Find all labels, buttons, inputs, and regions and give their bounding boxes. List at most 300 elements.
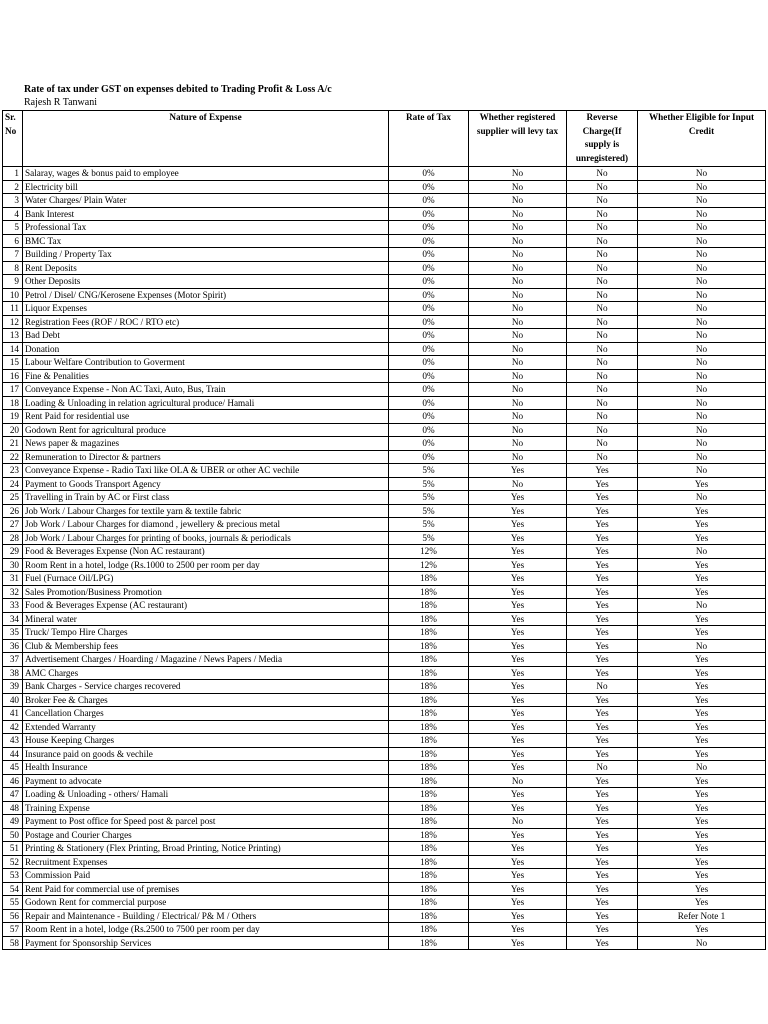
table-row: [3, 167, 766, 181]
cell-registered-supplier: No: [469, 194, 567, 208]
table-row: [3, 180, 766, 194]
cell-input-credit: Yes: [638, 585, 766, 599]
cell-nature-of-expense: Job Work / Labour Charges for printing of books, journals & periodicals: [23, 531, 389, 545]
cell-reverse-charge: Yes: [567, 477, 638, 491]
table-row: [3, 639, 766, 653]
cell-registered-supplier: Yes: [469, 666, 567, 680]
cell-registered-supplier: No: [469, 302, 567, 316]
cell-registered-supplier: No: [469, 248, 567, 262]
cell-registered-supplier: No: [469, 477, 567, 491]
cell-rate-of-tax: 0%: [389, 410, 469, 424]
cell-rate-of-tax: 5%: [389, 531, 469, 545]
cell-input-credit: Yes: [638, 923, 766, 937]
cell-nature-of-expense: Sales Promotion/Business Promotion: [23, 585, 389, 599]
cell-nature-of-expense: Bank Charges - Service charges recovered: [23, 680, 389, 694]
cell-sr-no: 5: [3, 221, 23, 235]
cell-input-credit: No: [638, 275, 766, 289]
table-row: [3, 234, 766, 248]
cell-rate-of-tax: 18%: [389, 869, 469, 883]
table-row: [3, 396, 766, 410]
cell-input-credit: Yes: [638, 747, 766, 761]
cell-rate-of-tax: 0%: [389, 369, 469, 383]
cell-nature-of-expense: Conveyance Expense - Radio Taxi like OLA & UBER or other AC vechile: [23, 464, 389, 478]
table-row: [3, 288, 766, 302]
cell-input-credit: Yes: [638, 720, 766, 734]
cell-nature-of-expense: Extended Warranty: [23, 720, 389, 734]
cell-reverse-charge: Yes: [567, 572, 638, 586]
cell-sr-no: 32: [3, 585, 23, 599]
cell-sr-no: 30: [3, 558, 23, 572]
cell-registered-supplier: No: [469, 180, 567, 194]
cell-nature-of-expense: Postage and Courier Charges: [23, 828, 389, 842]
cell-registered-supplier: Yes: [469, 464, 567, 478]
cell-reverse-charge: No: [567, 369, 638, 383]
cell-reverse-charge: No: [567, 275, 638, 289]
cell-sr-no: 42: [3, 720, 23, 734]
cell-rate-of-tax: 18%: [389, 788, 469, 802]
cell-rate-of-tax: 18%: [389, 707, 469, 721]
cell-registered-supplier: No: [469, 167, 567, 181]
table-row: [3, 842, 766, 856]
cell-input-credit: No: [638, 194, 766, 208]
cell-input-credit: Refer Note 1: [638, 909, 766, 923]
cell-rate-of-tax: 18%: [389, 666, 469, 680]
cell-rate-of-tax: 5%: [389, 518, 469, 532]
table-row: [3, 612, 766, 626]
cell-rate-of-tax: 0%: [389, 302, 469, 316]
cell-reverse-charge: No: [567, 423, 638, 437]
cell-reverse-charge: Yes: [567, 518, 638, 532]
table-row: [3, 707, 766, 721]
table-row: [3, 788, 766, 802]
cell-sr-no: 13: [3, 329, 23, 343]
cell-rate-of-tax: 0%: [389, 315, 469, 329]
cell-nature-of-expense: BMC Tax: [23, 234, 389, 248]
cell-sr-no: 21: [3, 437, 23, 451]
cell-input-credit: Yes: [638, 774, 766, 788]
cell-rate-of-tax: 18%: [389, 882, 469, 896]
cell-nature-of-expense: Rent Paid for residential use: [23, 410, 389, 424]
cell-rate-of-tax: 18%: [389, 896, 469, 910]
table-row: [3, 383, 766, 397]
cell-nature-of-expense: Payment to Goods Transport Agency: [23, 477, 389, 491]
cell-input-credit: No: [638, 369, 766, 383]
cell-reverse-charge: Yes: [567, 720, 638, 734]
cell-nature-of-expense: Electricity bill: [23, 180, 389, 194]
cell-sr-no: 37: [3, 653, 23, 667]
table-row: [3, 774, 766, 788]
table-row: [3, 666, 766, 680]
cell-rate-of-tax: 0%: [389, 423, 469, 437]
cell-input-credit: No: [638, 329, 766, 343]
table-row: [3, 693, 766, 707]
cell-input-credit: No: [638, 491, 766, 505]
cell-input-credit: Yes: [638, 680, 766, 694]
table-row: [3, 923, 766, 937]
cell-input-credit: Yes: [638, 882, 766, 896]
cell-sr-no: 57: [3, 923, 23, 937]
cell-nature-of-expense: Food & Beverages Expense (AC restaurant): [23, 599, 389, 613]
cell-sr-no: 2: [3, 180, 23, 194]
cell-rate-of-tax: 18%: [389, 720, 469, 734]
cell-sr-no: 48: [3, 801, 23, 815]
cell-nature-of-expense: Bank Interest: [23, 207, 389, 221]
cell-registered-supplier: No: [469, 410, 567, 424]
cell-rate-of-tax: 18%: [389, 680, 469, 694]
cell-registered-supplier: Yes: [469, 734, 567, 748]
cell-sr-no: 45: [3, 761, 23, 775]
cell-nature-of-expense: Mineral water: [23, 612, 389, 626]
table-row: [3, 248, 766, 262]
cell-sr-no: 40: [3, 693, 23, 707]
cell-rate-of-tax: 18%: [389, 801, 469, 815]
cell-nature-of-expense: Loading & Unloading in relation agricultural produce/ Hamali: [23, 396, 389, 410]
cell-nature-of-expense: Payment to Post office for Speed post & parcel post: [23, 815, 389, 829]
table-row: [3, 828, 766, 842]
cell-rate-of-tax: 5%: [389, 504, 469, 518]
cell-rate-of-tax: 5%: [389, 477, 469, 491]
cell-input-credit: No: [638, 464, 766, 478]
cell-registered-supplier: No: [469, 329, 567, 343]
cell-registered-supplier: Yes: [469, 788, 567, 802]
cell-input-credit: Yes: [638, 626, 766, 640]
gst-expense-table: [2, 110, 766, 950]
cell-reverse-charge: Yes: [567, 707, 638, 721]
cell-input-credit: No: [638, 639, 766, 653]
cell-rate-of-tax: 0%: [389, 396, 469, 410]
cell-rate-of-tax: 18%: [389, 612, 469, 626]
cell-sr-no: 6: [3, 234, 23, 248]
table-row: [3, 207, 766, 221]
header-registered-supplier: Whether registered supplier will levy tax: [469, 111, 567, 167]
cell-sr-no: 33: [3, 599, 23, 613]
table-row: [3, 747, 766, 761]
table-row: [3, 410, 766, 424]
cell-sr-no: 1: [3, 167, 23, 181]
cell-input-credit: Yes: [638, 666, 766, 680]
table-row: [3, 275, 766, 289]
cell-input-credit: No: [638, 356, 766, 370]
table-row: [3, 909, 766, 923]
cell-rate-of-tax: 0%: [389, 221, 469, 235]
cell-rate-of-tax: 18%: [389, 923, 469, 937]
cell-rate-of-tax: 0%: [389, 383, 469, 397]
cell-registered-supplier: No: [469, 288, 567, 302]
cell-nature-of-expense: Travelling in Train by AC or First class: [23, 491, 389, 505]
cell-nature-of-expense: Training Expense: [23, 801, 389, 815]
cell-registered-supplier: Yes: [469, 882, 567, 896]
cell-rate-of-tax: 18%: [389, 734, 469, 748]
cell-reverse-charge: Yes: [567, 869, 638, 883]
cell-reverse-charge: No: [567, 180, 638, 194]
cell-registered-supplier: No: [469, 315, 567, 329]
cell-sr-no: 54: [3, 882, 23, 896]
cell-sr-no: 4: [3, 207, 23, 221]
cell-sr-no: 7: [3, 248, 23, 262]
cell-rate-of-tax: 0%: [389, 248, 469, 262]
cell-sr-no: 53: [3, 869, 23, 883]
cell-rate-of-tax: 0%: [389, 261, 469, 275]
cell-input-credit: Yes: [638, 828, 766, 842]
cell-sr-no: 47: [3, 788, 23, 802]
cell-sr-no: 19: [3, 410, 23, 424]
cell-input-credit: No: [638, 315, 766, 329]
table-row: [3, 261, 766, 275]
header-rate-of-tax: Rate of Tax: [389, 111, 469, 167]
cell-registered-supplier: Yes: [469, 612, 567, 626]
cell-input-credit: No: [638, 437, 766, 451]
table-row: [3, 815, 766, 829]
cell-nature-of-expense: Professional Tax: [23, 221, 389, 235]
cell-registered-supplier: Yes: [469, 491, 567, 505]
cell-input-credit: No: [638, 180, 766, 194]
cell-rate-of-tax: 0%: [389, 207, 469, 221]
cell-reverse-charge: No: [567, 167, 638, 181]
cell-input-credit: No: [638, 234, 766, 248]
cell-sr-no: 31: [3, 572, 23, 586]
cell-registered-supplier: Yes: [469, 518, 567, 532]
cell-input-credit: No: [638, 248, 766, 262]
cell-reverse-charge: No: [567, 437, 638, 451]
cell-sr-no: 15: [3, 356, 23, 370]
cell-sr-no: 23: [3, 464, 23, 478]
cell-nature-of-expense: Water Charges/ Plain Water: [23, 194, 389, 208]
header-input-credit: Whether Eligible for Input Credit: [638, 111, 766, 167]
table-row: [3, 680, 766, 694]
cell-sr-no: 20: [3, 423, 23, 437]
cell-reverse-charge: Yes: [567, 653, 638, 667]
cell-sr-no: 24: [3, 477, 23, 491]
cell-nature-of-expense: Advertisement Charges / Hoarding / Magazine / News Papers / Media: [23, 653, 389, 667]
cell-nature-of-expense: Godown Rent for agricultural produce: [23, 423, 389, 437]
cell-nature-of-expense: Loading & Unloading - others/ Hamali: [23, 788, 389, 802]
cell-reverse-charge: No: [567, 194, 638, 208]
cell-input-credit: No: [638, 423, 766, 437]
cell-registered-supplier: No: [469, 815, 567, 829]
cell-rate-of-tax: 18%: [389, 855, 469, 869]
cell-input-credit: Yes: [638, 801, 766, 815]
cell-registered-supplier: Yes: [469, 680, 567, 694]
cell-input-credit: No: [638, 221, 766, 235]
cell-rate-of-tax: 18%: [389, 909, 469, 923]
cell-input-credit: Yes: [638, 531, 766, 545]
cell-nature-of-expense: Job Work / Labour Charges for textile yarn & textile fabric: [23, 504, 389, 518]
cell-registered-supplier: No: [469, 423, 567, 437]
cell-nature-of-expense: Fine & Penalities: [23, 369, 389, 383]
cell-input-credit: No: [638, 599, 766, 613]
cell-reverse-charge: Yes: [567, 734, 638, 748]
cell-reverse-charge: Yes: [567, 626, 638, 640]
cell-rate-of-tax: 18%: [389, 815, 469, 829]
cell-reverse-charge: Yes: [567, 491, 638, 505]
cell-sr-no: 10: [3, 288, 23, 302]
cell-nature-of-expense: Insurance paid on goods & vechile: [23, 747, 389, 761]
cell-registered-supplier: Yes: [469, 639, 567, 653]
table-row: [3, 221, 766, 235]
cell-nature-of-expense: Food & Beverages Expense (Non AC restaurant): [23, 545, 389, 559]
cell-registered-supplier: Yes: [469, 545, 567, 559]
cell-input-credit: Yes: [638, 815, 766, 829]
cell-reverse-charge: Yes: [567, 612, 638, 626]
cell-rate-of-tax: 18%: [389, 693, 469, 707]
cell-reverse-charge: Yes: [567, 464, 638, 478]
cell-input-credit: No: [638, 761, 766, 775]
header-nature-of-expense: Nature of Expense: [23, 111, 389, 167]
cell-nature-of-expense: Club & Membership fees: [23, 639, 389, 653]
cell-registered-supplier: Yes: [469, 801, 567, 815]
cell-nature-of-expense: Room Rent in a hotel, lodge (Rs.1000 to 2500 per room per day: [23, 558, 389, 572]
cell-registered-supplier: No: [469, 221, 567, 235]
cell-sr-no: 50: [3, 828, 23, 842]
cell-rate-of-tax: 18%: [389, 842, 469, 856]
cell-reverse-charge: No: [567, 450, 638, 464]
cell-registered-supplier: No: [469, 234, 567, 248]
table-row: [3, 356, 766, 370]
cell-registered-supplier: Yes: [469, 909, 567, 923]
cell-sr-no: 26: [3, 504, 23, 518]
cell-reverse-charge: Yes: [567, 882, 638, 896]
cell-sr-no: 49: [3, 815, 23, 829]
cell-reverse-charge: Yes: [567, 855, 638, 869]
cell-registered-supplier: Yes: [469, 896, 567, 910]
cell-reverse-charge: No: [567, 356, 638, 370]
cell-nature-of-expense: Rent Deposits: [23, 261, 389, 275]
cell-rate-of-tax: 0%: [389, 437, 469, 451]
cell-nature-of-expense: Salaray, wages & bonus paid to employee: [23, 167, 389, 181]
cell-reverse-charge: No: [567, 302, 638, 316]
cell-input-credit: No: [638, 167, 766, 181]
cell-rate-of-tax: 18%: [389, 936, 469, 950]
cell-registered-supplier: No: [469, 396, 567, 410]
cell-reverse-charge: Yes: [567, 545, 638, 559]
cell-nature-of-expense: Bad Debt: [23, 329, 389, 343]
cell-input-credit: No: [638, 450, 766, 464]
header-reverse-charge: Reverse Charge(If supply is unregistered): [567, 111, 638, 167]
table-row: [3, 545, 766, 559]
cell-sr-no: 27: [3, 518, 23, 532]
table-row: [3, 653, 766, 667]
cell-reverse-charge: No: [567, 410, 638, 424]
cell-rate-of-tax: 5%: [389, 491, 469, 505]
cell-nature-of-expense: Conveyance Expense - Non AC Taxi, Auto, Bus, Train: [23, 383, 389, 397]
cell-registered-supplier: Yes: [469, 720, 567, 734]
cell-reverse-charge: Yes: [567, 923, 638, 937]
table-row: [3, 626, 766, 640]
cell-registered-supplier: Yes: [469, 693, 567, 707]
cell-registered-supplier: No: [469, 450, 567, 464]
cell-sr-no: 58: [3, 936, 23, 950]
cell-sr-no: 43: [3, 734, 23, 748]
cell-nature-of-expense: Godown Rent for commercial purpose: [23, 896, 389, 910]
document-author: Rajesh R Tanwani: [24, 97, 97, 108]
cell-input-credit: Yes: [638, 693, 766, 707]
cell-nature-of-expense: Truck/ Tempo Hire Charges: [23, 626, 389, 640]
cell-registered-supplier: Yes: [469, 531, 567, 545]
cell-rate-of-tax: 0%: [389, 275, 469, 289]
cell-registered-supplier: No: [469, 774, 567, 788]
cell-nature-of-expense: House Keeping Charges: [23, 734, 389, 748]
cell-sr-no: 35: [3, 626, 23, 640]
cell-sr-no: 51: [3, 842, 23, 856]
cell-sr-no: 38: [3, 666, 23, 680]
cell-reverse-charge: Yes: [567, 788, 638, 802]
cell-reverse-charge: No: [567, 207, 638, 221]
cell-registered-supplier: Yes: [469, 572, 567, 586]
table-row: [3, 599, 766, 613]
cell-nature-of-expense: Room Rent in a hotel, lodge (Rs.2500 to 7500 per room per day: [23, 923, 389, 937]
cell-registered-supplier: No: [469, 437, 567, 451]
cell-reverse-charge: No: [567, 761, 638, 775]
cell-reverse-charge: Yes: [567, 842, 638, 856]
cell-reverse-charge: No: [567, 221, 638, 235]
cell-reverse-charge: Yes: [567, 774, 638, 788]
cell-rate-of-tax: 12%: [389, 558, 469, 572]
cell-reverse-charge: Yes: [567, 896, 638, 910]
cell-registered-supplier: No: [469, 369, 567, 383]
header-row: [3, 111, 766, 167]
cell-reverse-charge: Yes: [567, 936, 638, 950]
cell-input-credit: Yes: [638, 504, 766, 518]
cell-nature-of-expense: Other Deposits: [23, 275, 389, 289]
table-row: [3, 734, 766, 748]
table-row: [3, 585, 766, 599]
cell-reverse-charge: Yes: [567, 815, 638, 829]
cell-reverse-charge: No: [567, 315, 638, 329]
cell-input-credit: No: [638, 207, 766, 221]
table-row: [3, 504, 766, 518]
table-row: [3, 869, 766, 883]
cell-rate-of-tax: 5%: [389, 464, 469, 478]
cell-sr-no: 44: [3, 747, 23, 761]
cell-sr-no: 55: [3, 896, 23, 910]
cell-reverse-charge: No: [567, 248, 638, 262]
cell-nature-of-expense: Fuel (Furnace Oil/LPG): [23, 572, 389, 586]
cell-input-credit: Yes: [638, 518, 766, 532]
cell-sr-no: 46: [3, 774, 23, 788]
cell-registered-supplier: Yes: [469, 761, 567, 775]
table-row: [3, 464, 766, 478]
cell-nature-of-expense: Broker Fee & Charges: [23, 693, 389, 707]
table-row: [3, 491, 766, 505]
cell-reverse-charge: Yes: [567, 585, 638, 599]
cell-input-credit: No: [638, 410, 766, 424]
cell-reverse-charge: Yes: [567, 747, 638, 761]
cell-nature-of-expense: Recruitment Expenses: [23, 855, 389, 869]
cell-nature-of-expense: Printing & Stationery (Flex Printing, Broad Printing, Notice Printing): [23, 842, 389, 856]
cell-registered-supplier: Yes: [469, 707, 567, 721]
cell-reverse-charge: No: [567, 261, 638, 275]
cell-sr-no: 28: [3, 531, 23, 545]
cell-reverse-charge: Yes: [567, 801, 638, 815]
cell-rate-of-tax: 0%: [389, 288, 469, 302]
table-row: [3, 437, 766, 451]
cell-nature-of-expense: Building / Property Tax: [23, 248, 389, 262]
cell-input-credit: No: [638, 545, 766, 559]
cell-nature-of-expense: Registration Fees (ROF / ROC / RTO etc): [23, 315, 389, 329]
cell-input-credit: No: [638, 288, 766, 302]
table-row: [3, 531, 766, 545]
cell-registered-supplier: No: [469, 383, 567, 397]
table-row: [3, 761, 766, 775]
table-row: [3, 342, 766, 356]
cell-input-credit: No: [638, 383, 766, 397]
cell-input-credit: Yes: [638, 653, 766, 667]
cell-rate-of-tax: 0%: [389, 329, 469, 343]
cell-registered-supplier: No: [469, 356, 567, 370]
table-row: [3, 302, 766, 316]
table-row: [3, 518, 766, 532]
cell-rate-of-tax: 0%: [389, 356, 469, 370]
